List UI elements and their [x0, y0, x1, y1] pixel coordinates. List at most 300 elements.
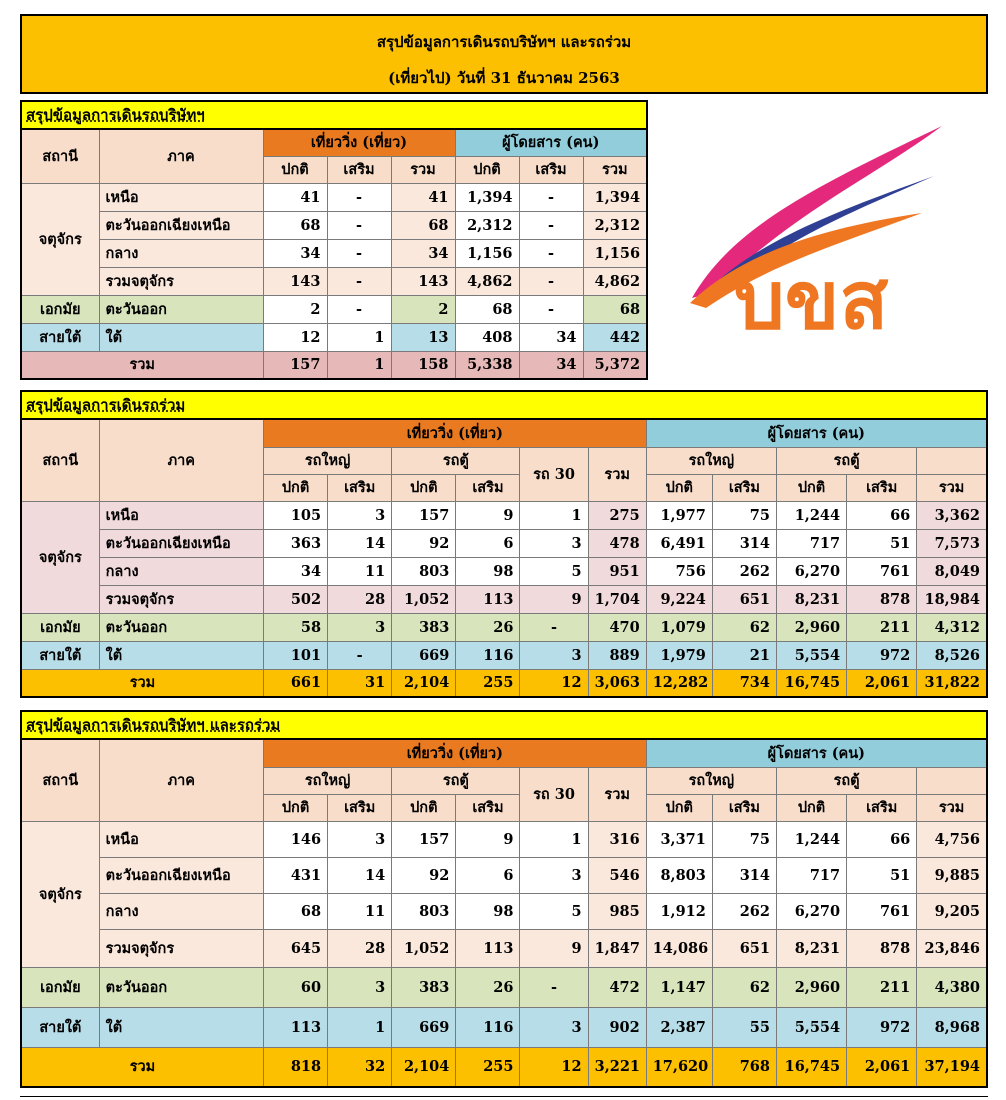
value-cell: 146 [263, 821, 327, 857]
header-total: รวม [588, 767, 646, 821]
value-cell: 3 [520, 1007, 588, 1047]
value-cell: 11 [328, 893, 392, 929]
value-cell: 34 [263, 557, 327, 585]
region-cell: ใต้ [99, 1007, 263, 1047]
header-extra: เสริม [847, 794, 917, 821]
value-cell: - [520, 613, 588, 641]
value-cell: 9,205 [917, 893, 987, 929]
value-cell: 431 [263, 857, 327, 893]
value-cell: 4,862 [455, 267, 519, 295]
value-cell: 761 [847, 557, 917, 585]
value-cell: 1,704 [588, 585, 646, 613]
header-trips: เที่ยววิ่ง (เที่ยว) [263, 419, 646, 447]
station-ekkamai: เอกมัย [21, 967, 99, 1007]
value-cell: 478 [588, 529, 646, 557]
value-cell: 1,156 [583, 239, 647, 267]
value-cell: 1,394 [455, 183, 519, 211]
header-van: รถตู้ [392, 767, 520, 794]
total-label: รวม [21, 1047, 263, 1087]
region-cell: รวมจตุจักร [99, 267, 263, 295]
value-cell: 878 [847, 929, 917, 967]
total-cell: 32 [328, 1047, 392, 1087]
value-cell: 2,312 [583, 211, 647, 239]
header-bigbus: รถใหญ่ [646, 447, 776, 474]
value-cell: 68 [263, 211, 327, 239]
value-cell: 34 [263, 239, 327, 267]
value-cell: 34 [519, 323, 583, 351]
value-cell: 1,244 [776, 501, 846, 529]
value-cell: 9 [520, 585, 588, 613]
value-cell: 92 [392, 857, 456, 893]
header-rod30: รถ 30 [520, 447, 588, 501]
joint-summary-table [20, 390, 988, 698]
total-cell: 5,338 [455, 351, 519, 379]
header-bigbus: รถใหญ่ [263, 447, 391, 474]
table-row [21, 857, 987, 893]
value-cell: - [327, 239, 391, 267]
header-normal: ปกติ [263, 474, 327, 501]
value-cell: 3 [328, 501, 392, 529]
value-cell: 13 [391, 323, 455, 351]
combined-summary-table [20, 710, 988, 1088]
value-cell: - [519, 239, 583, 267]
header-region: ภาค [99, 419, 263, 501]
value-cell: - [520, 967, 588, 1007]
header-extra: เสริม [456, 474, 520, 501]
value-cell: 14 [328, 857, 392, 893]
value-cell: 316 [588, 821, 646, 857]
value-cell: 2 [263, 295, 327, 323]
value-cell: 116 [456, 1007, 520, 1047]
header-normal: ปกติ [392, 794, 456, 821]
bottom-divider [20, 1096, 988, 1097]
total-row [21, 1047, 987, 1087]
total-label: รวม [21, 351, 263, 379]
value-cell: 66 [847, 821, 917, 857]
total-row [21, 669, 987, 697]
value-cell: 502 [263, 585, 327, 613]
total-cell: 661 [263, 669, 327, 697]
table-row [21, 183, 647, 211]
header-normal: ปกติ [263, 156, 327, 183]
value-cell: - [519, 267, 583, 295]
region-cell: ตะวันออก [99, 295, 263, 323]
station-ekkamai: เอกมัย [21, 295, 99, 323]
total-cell: 37,194 [917, 1047, 987, 1087]
value-cell: 645 [263, 929, 327, 967]
value-cell: 9,885 [917, 857, 987, 893]
header-rod30: รถ 30 [520, 767, 588, 821]
value-cell: 211 [847, 613, 917, 641]
header-normal: ปกติ [263, 794, 327, 821]
total-cell: 12 [520, 1047, 588, 1087]
value-cell: 5,554 [776, 1007, 846, 1047]
value-cell: 1,052 [392, 929, 456, 967]
header-extra: เสริม [328, 474, 392, 501]
value-cell: 55 [712, 1007, 776, 1047]
value-cell: 143 [391, 267, 455, 295]
region-cell: กลาง [99, 893, 263, 929]
header-normal: ปกติ [646, 794, 712, 821]
value-cell: 3,371 [646, 821, 712, 857]
header-total: รวม [917, 474, 987, 501]
value-cell: 2,312 [455, 211, 519, 239]
value-cell: 3 [520, 641, 588, 669]
value-cell: 383 [392, 967, 456, 1007]
value-cell: 75 [712, 821, 776, 857]
total-cell: 157 [263, 351, 327, 379]
total-cell: 818 [263, 1047, 327, 1087]
value-cell: - [327, 267, 391, 295]
region-cell: ตะวันออก [99, 613, 263, 641]
value-cell: - [519, 183, 583, 211]
station-saitai: สายใต้ [21, 323, 99, 351]
value-cell: 4,380 [917, 967, 987, 1007]
region-cell: ตะวันออกเฉียงเหนือ [99, 529, 263, 557]
value-cell: 4,756 [917, 821, 987, 857]
value-cell: 6 [456, 857, 520, 893]
value-cell: - [519, 211, 583, 239]
value-cell: 6,270 [776, 557, 846, 585]
value-cell: 985 [588, 893, 646, 929]
value-cell: 101 [263, 641, 327, 669]
value-cell: 9 [456, 821, 520, 857]
value-cell: 2,960 [776, 967, 846, 1007]
table-row [21, 239, 647, 267]
table-row [21, 585, 987, 613]
value-cell: 51 [847, 857, 917, 893]
value-cell: 972 [847, 641, 917, 669]
value-cell: 472 [588, 967, 646, 1007]
total-cell: 3,221 [588, 1047, 646, 1087]
station-chatuchak: จตุจักร [21, 501, 99, 613]
value-cell: 9 [456, 501, 520, 529]
total-cell: 16,745 [776, 669, 846, 697]
value-cell: 262 [712, 557, 776, 585]
value-cell: 8,231 [776, 929, 846, 967]
value-cell: - [327, 183, 391, 211]
header-bigbus: รถใหญ่ [263, 767, 391, 794]
value-cell: 143 [263, 267, 327, 295]
region-cell: เหนือ [99, 501, 263, 529]
header-trips: เที่ยววิ่ง (เที่ยว) [263, 129, 455, 156]
station-chatuchak: จตุจักร [21, 821, 99, 967]
value-cell: 21 [712, 641, 776, 669]
value-cell: 8,049 [917, 557, 987, 585]
value-cell: 669 [392, 641, 456, 669]
value-cell: 1,394 [583, 183, 647, 211]
value-cell: 1,052 [392, 585, 456, 613]
value-cell: 546 [588, 857, 646, 893]
region-cell: ใต้ [99, 323, 263, 351]
header-normal: ปกติ [646, 474, 712, 501]
value-cell: 6,491 [646, 529, 712, 557]
table-row [21, 557, 987, 585]
value-cell: 3 [520, 857, 588, 893]
value-cell: 972 [847, 1007, 917, 1047]
logo-text: บขส [734, 254, 889, 336]
header-region: ภาค [99, 129, 263, 183]
region-cell: เหนือ [99, 821, 263, 857]
header-passengers: ผู้โดยสาร (คน) [455, 129, 647, 156]
report-header [20, 14, 988, 94]
total-cell: 31 [328, 669, 392, 697]
total-cell: 34 [519, 351, 583, 379]
value-cell: 23,846 [917, 929, 987, 967]
total-cell: 31,822 [917, 669, 987, 697]
table-row [21, 613, 987, 641]
section-title: สรุปข้อมูลการเดินรถบริษัทฯ และรถร่วม [21, 711, 987, 739]
value-cell: 68 [583, 295, 647, 323]
total-cell: 2,104 [392, 669, 456, 697]
header-extra: เสริม [456, 794, 520, 821]
table-row [21, 529, 987, 557]
value-cell: 6,270 [776, 893, 846, 929]
value-cell: 1 [520, 501, 588, 529]
value-cell: 717 [776, 857, 846, 893]
value-cell: 383 [392, 613, 456, 641]
header-total: รวม [917, 794, 987, 821]
value-cell: 9,224 [646, 585, 712, 613]
header-total: รวม [583, 156, 647, 183]
total-row [21, 351, 647, 379]
value-cell: 7,573 [917, 529, 987, 557]
value-cell: 113 [456, 929, 520, 967]
value-cell: 60 [263, 967, 327, 1007]
header-passengers: ผู้โดยสาร (คน) [646, 419, 987, 447]
value-cell: 157 [392, 501, 456, 529]
header-extra: เสริม [327, 156, 391, 183]
value-cell: 1 [520, 821, 588, 857]
table-row [21, 323, 647, 351]
value-cell: 75 [712, 501, 776, 529]
header-station: สถานี [21, 129, 99, 183]
value-cell: 878 [847, 585, 917, 613]
value-cell: 116 [456, 641, 520, 669]
value-cell: 1,244 [776, 821, 846, 857]
value-cell: 1 [327, 323, 391, 351]
value-cell: 105 [263, 501, 327, 529]
value-cell: 3 [328, 821, 392, 857]
value-cell: 14 [328, 529, 392, 557]
header-van: รถตู้ [392, 447, 520, 474]
table-row [21, 501, 987, 529]
value-cell: 26 [456, 967, 520, 1007]
region-cell: กลาง [99, 557, 263, 585]
value-cell: 8,231 [776, 585, 846, 613]
value-cell: 41 [263, 183, 327, 211]
value-cell: 3 [328, 967, 392, 1007]
value-cell: 314 [712, 857, 776, 893]
header-bigbus: รถใหญ่ [646, 767, 776, 794]
value-cell: 275 [588, 501, 646, 529]
value-cell: 669 [392, 1007, 456, 1047]
total-cell: 768 [712, 1047, 776, 1087]
total-cell: 5,372 [583, 351, 647, 379]
header-blank [917, 447, 987, 474]
value-cell: 442 [583, 323, 647, 351]
value-cell: 68 [263, 893, 327, 929]
value-cell: 2 [391, 295, 455, 323]
value-cell: 51 [847, 529, 917, 557]
value-cell: 262 [712, 893, 776, 929]
value-cell: 3 [520, 529, 588, 557]
total-cell: 12 [520, 669, 588, 697]
value-cell: 1,156 [455, 239, 519, 267]
value-cell: 113 [263, 1007, 327, 1047]
header-total: รวม [391, 156, 455, 183]
region-cell: กลาง [99, 239, 263, 267]
value-cell: 1,147 [646, 967, 712, 1007]
value-cell: 62 [712, 967, 776, 1007]
value-cell: - [328, 641, 392, 669]
table-row [21, 1007, 987, 1047]
section-title: สรุปข้อมูลการเดินรถบริษัทฯ [21, 101, 647, 129]
value-cell: 68 [455, 295, 519, 323]
header-normal: ปกติ [776, 474, 846, 501]
value-cell: 651 [712, 585, 776, 613]
header-station: สถานี [21, 419, 99, 501]
value-cell: - [519, 295, 583, 323]
value-cell: 8,526 [917, 641, 987, 669]
value-cell: 1,979 [646, 641, 712, 669]
value-cell: 2,387 [646, 1007, 712, 1047]
value-cell: 363 [263, 529, 327, 557]
station-chatuchak: จตุจักร [21, 183, 99, 295]
header-extra: เสริม [847, 474, 917, 501]
value-cell: 651 [712, 929, 776, 967]
section-title: สรุปข้อมูลการเดินรถร่วม [21, 391, 987, 419]
report-title: สรุปข้อมูลการเดินรถบริษัทฯ และรถร่วม [376, 33, 632, 51]
region-cell: ใต้ [99, 641, 263, 669]
table-row [21, 821, 987, 857]
total-cell: 2,061 [847, 1047, 917, 1087]
header-extra: เสริม [712, 474, 776, 501]
value-cell: 6 [456, 529, 520, 557]
table-row [21, 267, 647, 295]
value-cell: 1,912 [646, 893, 712, 929]
company-summary-table [20, 100, 648, 380]
table-row [21, 893, 987, 929]
value-cell: 98 [456, 557, 520, 585]
value-cell: 1 [328, 1007, 392, 1047]
value-cell: - [327, 295, 391, 323]
total-cell: 12,282 [646, 669, 712, 697]
value-cell: 28 [328, 929, 392, 967]
value-cell: 756 [646, 557, 712, 585]
value-cell: 4,312 [917, 613, 987, 641]
value-cell: 58 [263, 613, 327, 641]
value-cell: 26 [456, 613, 520, 641]
value-cell: 1,977 [646, 501, 712, 529]
value-cell: 98 [456, 893, 520, 929]
total-label: รวม [21, 669, 263, 697]
total-cell: 3,063 [588, 669, 646, 697]
header-station: สถานี [21, 739, 99, 821]
value-cell: 5 [520, 557, 588, 585]
value-cell: 5 [520, 893, 588, 929]
table-row [21, 967, 987, 1007]
total-cell: 1 [327, 351, 391, 379]
value-cell: 408 [455, 323, 519, 351]
value-cell: 113 [456, 585, 520, 613]
report-date: (เที่ยวไป) วันที่ 31 ธันวาคม 2563 [388, 69, 620, 87]
header-van: รถตู้ [776, 767, 916, 794]
header-blank [917, 767, 987, 794]
region-cell: รวมจตุจักร [99, 585, 263, 613]
header-normal: ปกติ [455, 156, 519, 183]
value-cell: 8,803 [646, 857, 712, 893]
value-cell: 41 [391, 183, 455, 211]
station-saitai: สายใต้ [21, 1007, 99, 1047]
value-cell: 62 [712, 613, 776, 641]
header-total: รวม [588, 447, 646, 501]
header-van: รถตู้ [776, 447, 916, 474]
value-cell: 92 [392, 529, 456, 557]
region-cell: ตะวันออกเฉียงเหนือ [99, 857, 263, 893]
total-cell: 734 [712, 669, 776, 697]
header-passengers: ผู้โดยสาร (คน) [646, 739, 987, 767]
station-ekkamai: เอกมัย [21, 613, 99, 641]
region-cell: รวมจตุจักร [99, 929, 263, 967]
value-cell: 1,847 [588, 929, 646, 967]
value-cell: 470 [588, 613, 646, 641]
header-normal: ปกติ [392, 474, 456, 501]
header-trips: เที่ยววิ่ง (เที่ยว) [263, 739, 646, 767]
value-cell: 3 [328, 613, 392, 641]
total-cell: 158 [391, 351, 455, 379]
value-cell: 9 [520, 929, 588, 967]
region-cell: ตะวันออกเฉียงเหนือ [99, 211, 263, 239]
value-cell: 803 [392, 893, 456, 929]
value-cell: 902 [588, 1007, 646, 1047]
value-cell: 66 [847, 501, 917, 529]
value-cell: 18,984 [917, 585, 987, 613]
header-normal: ปกติ [776, 794, 846, 821]
value-cell: 68 [391, 211, 455, 239]
total-cell: 17,620 [646, 1047, 712, 1087]
total-cell: 255 [456, 669, 520, 697]
value-cell: 4,862 [583, 267, 647, 295]
header-extra: เสริม [519, 156, 583, 183]
value-cell: 2,960 [776, 613, 846, 641]
region-cell: ตะวันออก [99, 967, 263, 1007]
value-cell: 8,968 [917, 1007, 987, 1047]
value-cell: 211 [847, 967, 917, 1007]
value-cell: 12 [263, 323, 327, 351]
total-cell: 2,104 [392, 1047, 456, 1087]
station-saitai: สายใต้ [21, 641, 99, 669]
value-cell: 28 [328, 585, 392, 613]
table-row [21, 929, 987, 967]
value-cell: 11 [328, 557, 392, 585]
total-cell: 255 [456, 1047, 520, 1087]
value-cell: 717 [776, 529, 846, 557]
table-row [21, 641, 987, 669]
value-cell: 5,554 [776, 641, 846, 669]
header-extra: เสริม [712, 794, 776, 821]
value-cell: 3,362 [917, 501, 987, 529]
total-cell: 2,061 [847, 669, 917, 697]
region-cell: เหนือ [99, 183, 263, 211]
table-row [21, 211, 647, 239]
value-cell: 34 [391, 239, 455, 267]
value-cell: 803 [392, 557, 456, 585]
value-cell: 1,079 [646, 613, 712, 641]
value-cell: 761 [847, 893, 917, 929]
value-cell: - [327, 211, 391, 239]
value-cell: 889 [588, 641, 646, 669]
